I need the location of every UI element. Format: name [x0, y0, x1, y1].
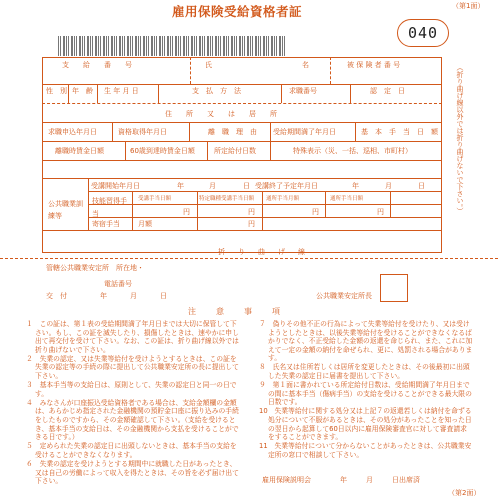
label-wage-at-60: 60歳到達時賃金日額	[130, 147, 195, 155]
label-basic-allowance-daily: 基 本 手 当 日 額	[361, 128, 438, 136]
label-birth-date: 生 年 月 日	[104, 87, 139, 95]
fold-line-label: 折 り 曲 げ 線	[218, 248, 308, 256]
label-commute-monthly: 通所手当月額	[266, 196, 300, 202]
label-acquisition-date: 資格取得年月日	[118, 128, 167, 136]
note-item: ４ みなさんが口座振込受給資格者である場合は、支給金額欄の金額は、あらかじめ指定された金融機関の預貯金口座に振り込みの手続をしたものですから、その金額確認して下さい。（支給を受けるとき、基本手当の支給日は、その金融機関から支払を受けることができる日です。）	[26, 398, 239, 442]
explanation-session-label: 雇用保険説明会	[262, 476, 311, 484]
note-item: ２ 失業の認定、又は失業等給付を受けようとするときは、この証を失業の認定等の手続の際に提出して公共職業安定所の長に提出して下さい。	[26, 354, 239, 381]
folding-note: （折り曲げ線以外では折り曲げないで下さい。）	[456, 64, 464, 215]
label-course-start: 受講開始年月日	[91, 182, 140, 190]
label-address: 住 所 又 は 居 所	[165, 110, 277, 118]
label-certification-date: 認 定 日	[370, 87, 405, 95]
label-job-number: 求職番号	[289, 87, 317, 95]
office-chief-label: 公共職業安定所長	[316, 292, 372, 300]
label-sex: 性 別	[46, 87, 67, 95]
note-item: ７ 偽りその他不正の行為によって失業等給付を受けたり、又は受けようとしたときは、以後失業等給付を受けることができなくなるばかりでなく、不正受給した金額の返還を命じられ、また、これに加えて一定の金額の納付を命ぜられ、更に、処罰される場合があります。	[259, 320, 473, 363]
fold-line	[0, 258, 498, 259]
office-location-label: 管轄公共職業安定所 所在地・	[46, 264, 144, 272]
notes-title: 注 意 事 項	[188, 307, 286, 316]
label-lodging-allowance: 寄宿手当	[92, 220, 120, 228]
label-commute-daily: 通所手当日額	[330, 196, 364, 202]
label-age: 年 齢	[72, 87, 93, 95]
issue-label: 交 付	[46, 292, 67, 300]
page: （第1面） 雇用保険受給資格者証 040 支 給 番 号 氏 名 被 保 険 者 番 号 性 別 年 齢 生 年 月 日 支 払 方 法 求職番号 認 定 日 住 所 又 は 居 所 求職申込年月日 資格取得年月日 離 職 理 由 受給期間満了年月日 基 本 手 当 日 額 離職時賃金日額 60歳到達時賃金日額 所定給付日数 特殊表示（災、一括、巡相、市町村） 公共職業訓練等 受講開始年月日 年 月 日 受講終了予定年月日 年 月 日 技能習得手当 受講手当日額 特定職種受講手当日額 通所手当月額 通所手当日額 円 円 円 円 寄宿手当 月額 円 （折り曲げ線以外では折り曲げないで下さい。） 折 り 曲 げ 線 管轄公共職業安定所 所在地・ 電話番号 交 付 年 月 日 公共職業安定所長 注 意 事 項 １ この証は、第１表の受給期間満了年月日までは大切に保管して下さい。もし、この証を滅失したり、損傷したときは、速やかに申し出て再交付を受けて下さい。なお、この証は、折り曲げ線以外では折り曲げないで下さい。 ２ 失業の認定、又は失業等給付を受けようとするときは、この証を失業の認定等の手続の際に提出して公共職業安定所の長に提出して下さい。 ３ 基本手当等の支給日は、原則として、失業の認定日と同一の日です。 ４ みなさんが口座振込受給資格者である場合は、支給金額欄の金額は、あらかじめ指定された金融機関の預貯金口座に振り込みの手続をしたものですから、その金額確認して下さい。（支給を受けるとき、基本手当の支給日は、その金融機関から支払を受けることができる日です。） ５ 定められた失業の認定日に出頭しないときは、基本手当の支給を受けることができなくなります。 ６ 失業の認定を受けようとする期間中に就職した日があったとき、又は自己の労働によって収入を得たときは、その旨を必ず届け出て下さい。 ７ 偽りその他不正の行為によって失業等給付を受けたり、又は受けようとしたときは、以後失業等給付を受けることができなくなるばかりでなく、不正受給した金額の返還を命じられ、また、これに加えて一定の金額の納付を命ぜられ、更に、処罰される場合があります。 ８ 氏名又は住所若しくは居所を変更したときは、その後最初に出頭した失業の認定日に届書を提出して下さい。 ９ 第１面に書かれている所定給付日数は、受給期間満了年月日までの間に基本手当（傷病手当）の支給を受けることができる最大限の日数です。 10 失業等給付に関する処分又は上記７の返還若しくは納付を命ずる処分について不服があるときは、その処分があったことを知った日の翌日から起算して60日以内に雇用保険審査官に対して審査請求をすることができます。 11 失業等給付について分からないことがあったときは、公共職業安定所の窓口で相談して下さい。 雇用保険説明会 年 月 日出席済 （第2面）	[0, 0, 498, 502]
notes-left-column	[26, 320, 240, 486]
label-public-training: 公共職業訓練等	[48, 200, 83, 220]
label-benefit-number: 支 給 番 号	[62, 61, 132, 69]
label-wage-at-separation: 離職時賃金日額	[55, 147, 104, 155]
label-special-indication: 特殊表示（災、一括、巡相、市町村）	[293, 147, 412, 155]
label-skill-allowance: 技能習得手当	[92, 197, 127, 218]
label-course-end: 受講終了予定年月日	[255, 182, 318, 190]
note-item: １ この証は、第１表の受給期間満了年月日までは大切に保管して下さい。もし、この証を滅失したり、損傷したときは、速やかに申し出て再交付を受けて下さい。なお、この証は、折り曲げ線以外では折り曲げないで下さい。	[26, 320, 239, 354]
document-title: 雇用保険受給資格者証	[172, 4, 303, 19]
note-item: 11 失業等給付について分からないことがあったときは、公共職業安定所の窓口で相談して下さい。	[259, 442, 472, 459]
label-course-allowance-daily: 受講手当日額	[138, 196, 172, 202]
barcode	[58, 36, 286, 56]
office-seal	[380, 274, 408, 302]
note-item: ５ 定められた失業の認定日に出頭しないときは、基本手当の支給を受けることができなくなります。	[26, 442, 237, 459]
label-application-date: 求職申込年月日	[48, 128, 97, 136]
note-item: ９ 第１面に書かれている所定給付日数は、受給期間満了年月日までの間に基本手当（傷病手当）の支給を受けることができる最大限の日数です。	[259, 381, 472, 407]
label-surname: 氏	[205, 61, 212, 69]
sheet-number-bottom: （第2面）	[448, 489, 481, 497]
label-payment-method: 支 払 方 法	[192, 87, 241, 95]
label-separation-reason: 離 職 理 由	[208, 128, 257, 136]
label-insured-number: 被 保 険 者 番 号	[347, 61, 401, 69]
notes-right-column	[259, 320, 473, 460]
office-phone-label: 電話番号	[104, 280, 132, 288]
number-badge: 040	[397, 19, 449, 47]
note-item: ８ 氏名又は住所若しくは居所を変更したときは、その後最初に出頭した失業の認定日に届書を提出して下さい。	[259, 363, 470, 381]
note-item: ３ 基本手当等の支給日は、原則として、失業の認定日と同一の日です。	[26, 381, 237, 398]
label-benefit-period-end: 受給期間満了年月日	[273, 128, 336, 136]
note-item: 10 失業等給付に関する処分又は上記７の返還若しくは納付を命ずる処分について不服があるときは、その処分があったことを知った日の翌日から起算して60日以内に雇用保険審査官に対して審査請求をすることができます。	[259, 407, 472, 442]
label-benefit-days: 所定給付日数	[214, 147, 256, 155]
label-special-course-allowance: 特定職種受講手当日額	[199, 196, 255, 202]
sheet-number-top: （第1面）	[452, 2, 485, 10]
label-given-name: 名	[302, 61, 309, 69]
note-item: ６ 失業の認定を受けようとする期間中に就職した日があったとき、又は自己の労働によって収入を得たときは、その旨を必ず届け出て下さい。	[26, 460, 239, 486]
